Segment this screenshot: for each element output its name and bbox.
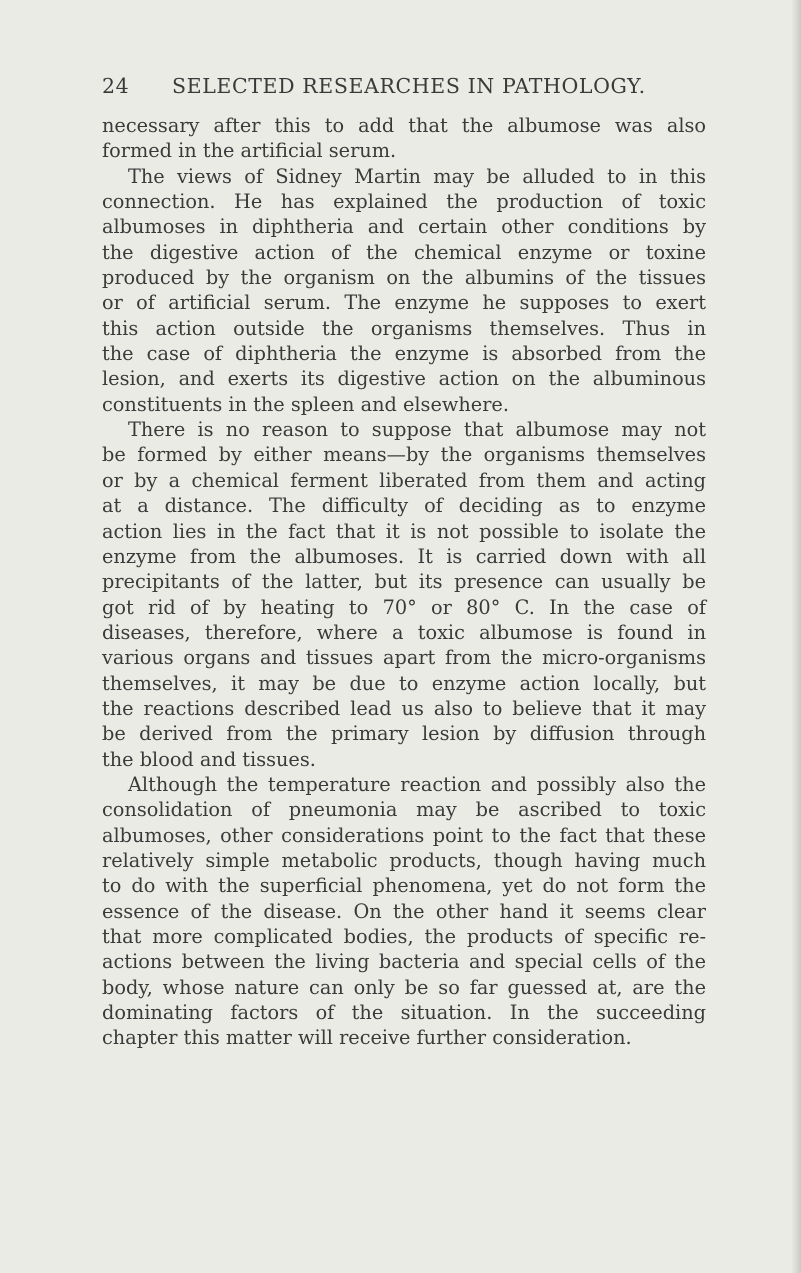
text-line: essence of the disease. On the other hand it seems clear [102,899,706,923]
text-line: the reactions described lead us also to believe that it may [102,696,706,720]
text-line: or of artificial serum. The enzyme he supposes to exert [102,291,706,315]
text-line: got rid of by heating to 70° or 80° C. In the case of [102,595,706,619]
text-line: diseases, therefore, where a toxic albumose is found in [102,620,706,644]
text-line: enzyme from the albumoses. It is carried down with all [102,544,706,568]
page-number: 24 [102,74,130,98]
text-line: The views of Sidney Martin may be alluded to in this [128,164,706,188]
text-line: the case of diphtheria the enzyme is absorbed from the [102,342,706,366]
text-line: be derived from the primary lesion by diffusion through [102,722,706,746]
body-text [102,113,706,1051]
running-head [102,74,702,106]
text-line: that more complicated bodies, the products of specific re- [102,925,706,948]
text-line: at a distance. The difficulty of deciding as to enzyme [102,494,706,518]
text-line: formed in the artificial serum. [102,139,397,163]
text-line: or by a chemical ferment liberated from them and acting [102,468,706,492]
text-line: precipitants of the latter, but its presence can usually be [102,570,706,594]
text-line: albumoses in diphtheria and certain other conditions by [102,215,706,239]
text-line: connection. He has explained the production of toxic [102,190,706,214]
text-line: consolidation of pneumonia may be ascribed to toxic [102,798,706,822]
text-line: albumoses, other considerations point to the fact that these [102,823,706,847]
text-line: There is no reason to suppose that albumose may not [128,418,706,442]
text-line: relatively simple metabolic products, though having much [102,848,706,872]
text-line: produced by the organism on the albumins of the tissues [102,266,706,290]
text-line: to do with the superficial phenomena, yet do not form the [102,874,706,898]
text-line: constituents in the spleen and elsewhere. [102,392,509,416]
text-line: dominating factors of the situation. In the succeeding [102,1001,706,1025]
text-line: themselves, it may be due to enzyme action locally, but [102,671,706,695]
text-line: action lies in the fact that it is not possible to isolate the [102,519,706,543]
page-edge-shadow [791,0,801,1273]
running-title: SELECTED RESEARCHES IN PATHOLOGY. [172,74,646,98]
text-line: necessary after this to add that the albumose was also [102,114,706,137]
text-line: this action outside the organisms themselves. Thus in [102,316,706,340]
text-line: the blood and tissues. [102,747,316,771]
text-line: various organs and tissues apart from the micro-organisms [102,646,706,670]
text-line: Although the temperature reaction and possibly also the [128,772,706,796]
text-line: actions between the living bacteria and special cells of the [102,950,706,974]
text-line: be formed by either means—by the organisms themselves [102,443,706,467]
text-line: body, whose nature can only be so far guessed at, are the [102,975,706,999]
text-line: lesion, and exerts its digestive action on the albuminous [102,367,706,391]
text-line: the digestive action of the chemical enzyme or toxine [102,240,706,264]
text-line: chapter this matter will receive further consideration. [102,1026,632,1050]
